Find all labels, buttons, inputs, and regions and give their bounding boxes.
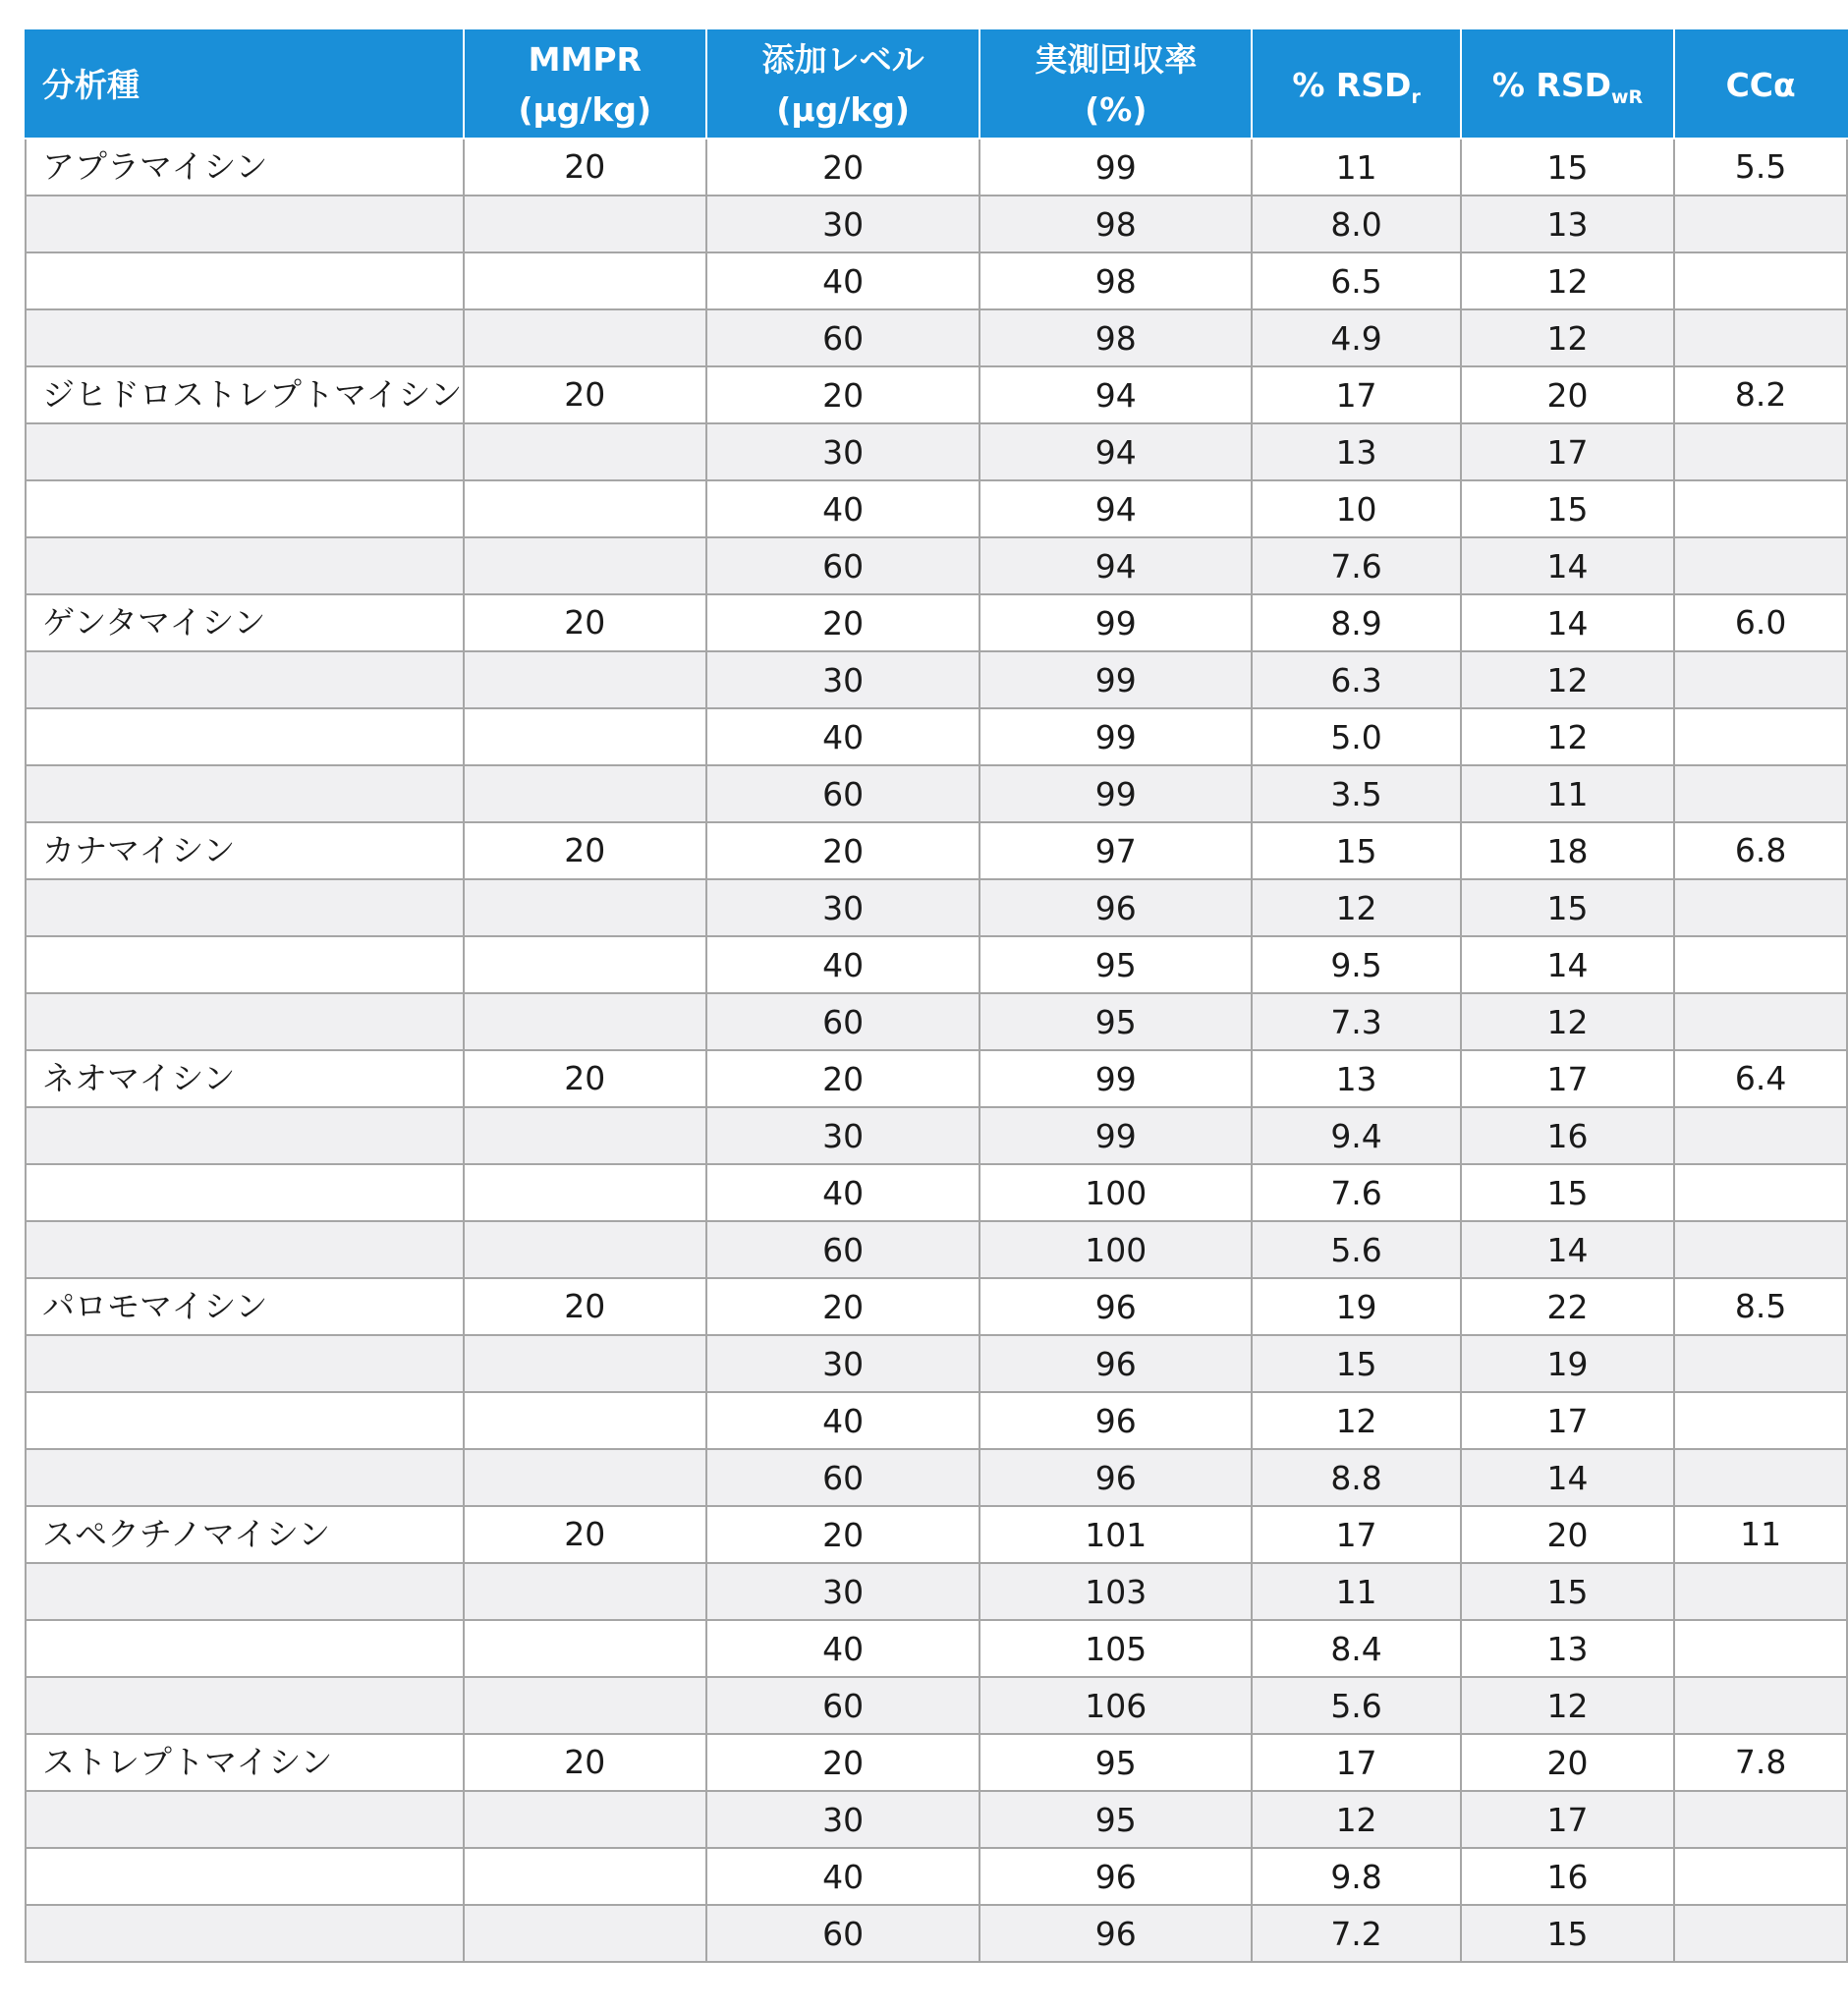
cell-mmpr	[464, 196, 707, 252]
cell-mmpr: 20	[464, 1734, 707, 1791]
cell-mmpr	[464, 651, 707, 708]
cell-rsd-r: 7.6	[1252, 537, 1460, 594]
cell-analyte	[26, 1335, 464, 1392]
cell-cca	[1674, 480, 1847, 537]
cell-mmpr	[464, 1563, 707, 1620]
cell-spike-level: 30	[706, 1335, 980, 1392]
cell-cca: 5.5	[1674, 139, 1847, 196]
cell-spike-level: 30	[706, 1563, 980, 1620]
cell-spike-level: 20	[706, 1734, 980, 1791]
cell-analyte: ゲンタマイシン	[26, 594, 464, 651]
cell-mmpr: 20	[464, 366, 707, 423]
cell-rsd-r: 6.3	[1252, 651, 1460, 708]
cell-rsd-r: 8.9	[1252, 594, 1460, 651]
cell-rsd-r: 4.9	[1252, 309, 1460, 366]
table-row	[26, 651, 1847, 708]
cell-spike-level: 40	[706, 1620, 980, 1677]
cell-rsd-wr: 15	[1461, 1905, 1675, 1962]
cell-analyte	[26, 936, 464, 993]
header-rsd-r: % $RSD_r$	[1252, 30, 1460, 139]
cell-analyte	[26, 1848, 464, 1905]
header-analyte: 分析種	[26, 30, 464, 139]
cell-recovery: 99	[980, 765, 1252, 822]
table-row	[26, 537, 1847, 594]
table-row	[26, 1905, 1847, 1962]
cell-mmpr	[464, 1164, 707, 1221]
cell-recovery: 99	[980, 708, 1252, 765]
table-row	[26, 822, 1847, 879]
cell-analyte: パロモマイシン	[26, 1278, 464, 1335]
table-row	[26, 1221, 1847, 1278]
table-row	[26, 366, 1847, 423]
table-row	[26, 765, 1847, 822]
cell-analyte	[26, 1677, 464, 1734]
cell-mmpr	[464, 252, 707, 309]
cell-rsd-r: 9.4	[1252, 1107, 1460, 1164]
cell-mmpr	[464, 879, 707, 936]
table-row	[26, 196, 1847, 252]
cell-cca	[1674, 1848, 1847, 1905]
cell-spike-level: 20	[706, 139, 980, 196]
cell-spike-level: 40	[706, 480, 980, 537]
cell-rsd-r: 19	[1252, 1278, 1460, 1335]
cell-recovery: 94	[980, 366, 1252, 423]
cell-spike-level: 60	[706, 1449, 980, 1506]
cell-recovery: 94	[980, 537, 1252, 594]
cell-recovery: 96	[980, 1335, 1252, 1392]
cell-mmpr: 20	[464, 1050, 707, 1107]
cell-analyte	[26, 309, 464, 366]
cell-analyte: ジヒドロストレプトマイシン	[26, 366, 464, 423]
cell-rsd-wr: 18	[1461, 822, 1675, 879]
cell-rsd-wr: 15	[1461, 1563, 1675, 1620]
cell-recovery: 95	[980, 1791, 1252, 1848]
cell-spike-level: 60	[706, 765, 980, 822]
cell-spike-level: 60	[706, 537, 980, 594]
cell-cca	[1674, 1620, 1847, 1677]
cell-mmpr	[464, 1620, 707, 1677]
cell-rsd-wr: 15	[1461, 139, 1675, 196]
cell-spike-level: 20	[706, 366, 980, 423]
cell-rsd-wr: 22	[1461, 1278, 1675, 1335]
cell-rsd-wr: 13	[1461, 196, 1675, 252]
table-row	[26, 1335, 1847, 1392]
cell-mmpr: 20	[464, 1278, 707, 1335]
cell-analyte	[26, 537, 464, 594]
cell-cca	[1674, 1107, 1847, 1164]
table-row	[26, 936, 1847, 993]
cell-recovery: 99	[980, 651, 1252, 708]
cell-rsd-r: 8.4	[1252, 1620, 1460, 1677]
cell-rsd-r: 5.6	[1252, 1221, 1460, 1278]
cell-rsd-r: 13	[1252, 423, 1460, 480]
cell-cca: 6.8	[1674, 822, 1847, 879]
cell-recovery: 101	[980, 1506, 1252, 1563]
recovery-table	[25, 29, 1848, 1963]
cell-spike-level: 20	[706, 822, 980, 879]
cell-rsd-wr: 12	[1461, 1677, 1675, 1734]
cell-spike-level: 30	[706, 423, 980, 480]
cell-cca	[1674, 1791, 1847, 1848]
cell-cca: 8.5	[1674, 1278, 1847, 1335]
cell-rsd-r: 5.0	[1252, 708, 1460, 765]
table-row	[26, 1734, 1847, 1791]
cell-analyte	[26, 1563, 464, 1620]
cell-analyte: アプラマイシン	[26, 139, 464, 196]
cell-cca	[1674, 1221, 1847, 1278]
cell-analyte	[26, 423, 464, 480]
table-row	[26, 708, 1847, 765]
cell-rsd-wr: 14	[1461, 537, 1675, 594]
cell-analyte	[26, 1392, 464, 1449]
cell-mmpr	[464, 1848, 707, 1905]
cell-rsd-wr: 12	[1461, 252, 1675, 309]
cell-analyte	[26, 196, 464, 252]
cell-cca	[1674, 1335, 1847, 1392]
cell-cca	[1674, 879, 1847, 936]
cell-rsd-wr: 12	[1461, 651, 1675, 708]
table-header	[26, 30, 1847, 139]
cell-cca	[1674, 1563, 1847, 1620]
cell-recovery: 96	[980, 1848, 1252, 1905]
cell-cca	[1674, 765, 1847, 822]
table-row	[26, 1392, 1847, 1449]
cell-analyte: スペクチノマイシン	[26, 1506, 464, 1563]
cell-mmpr	[464, 1335, 707, 1392]
cell-recovery: 97	[980, 822, 1252, 879]
cell-mmpr: 20	[464, 822, 707, 879]
cell-recovery: 95	[980, 936, 1252, 993]
cell-cca: 8.2	[1674, 366, 1847, 423]
cell-spike-level: 30	[706, 1107, 980, 1164]
cell-spike-level: 60	[706, 309, 980, 366]
cell-recovery: 96	[980, 1278, 1252, 1335]
cell-cca	[1674, 1905, 1847, 1962]
cell-cca	[1674, 708, 1847, 765]
cell-mmpr: 20	[464, 594, 707, 651]
cell-analyte	[26, 480, 464, 537]
cell-recovery: 106	[980, 1677, 1252, 1734]
cell-cca	[1674, 993, 1847, 1050]
cell-recovery: 105	[980, 1620, 1252, 1677]
table-body	[26, 139, 1847, 1962]
cell-mmpr	[464, 936, 707, 993]
table-row	[26, 1848, 1847, 1905]
table-row	[26, 139, 1847, 196]
cell-recovery: 98	[980, 196, 1252, 252]
cell-spike-level: 60	[706, 993, 980, 1050]
cell-spike-level: 30	[706, 1791, 980, 1848]
cell-mmpr	[464, 480, 707, 537]
cell-recovery: 95	[980, 1734, 1252, 1791]
cell-cca	[1674, 1392, 1847, 1449]
cell-recovery: 95	[980, 993, 1252, 1050]
cell-analyte	[26, 879, 464, 936]
cell-cca	[1674, 309, 1847, 366]
cell-analyte: ネオマイシン	[26, 1050, 464, 1107]
cell-rsd-r: 7.3	[1252, 993, 1460, 1050]
cell-rsd-r: 17	[1252, 1734, 1460, 1791]
table-row	[26, 1278, 1847, 1335]
cell-mmpr	[464, 423, 707, 480]
table-row	[26, 1449, 1847, 1506]
table-row	[26, 1677, 1847, 1734]
cell-analyte	[26, 1620, 464, 1677]
cell-cca	[1674, 423, 1847, 480]
table-row	[26, 1107, 1847, 1164]
cell-cca	[1674, 936, 1847, 993]
cell-analyte	[26, 708, 464, 765]
cell-rsd-r: 12	[1252, 1392, 1460, 1449]
cell-cca	[1674, 1164, 1847, 1221]
header-cca: CCα	[1674, 30, 1847, 139]
cell-analyte	[26, 1905, 464, 1962]
cell-analyte: カナマイシン	[26, 822, 464, 879]
cell-mmpr	[464, 537, 707, 594]
cell-rsd-wr: 16	[1461, 1848, 1675, 1905]
table-row	[26, 993, 1847, 1050]
cell-recovery: 98	[980, 309, 1252, 366]
cell-mmpr	[464, 309, 707, 366]
cell-cca: 11	[1674, 1506, 1847, 1563]
cell-cca	[1674, 537, 1847, 594]
cell-rsd-wr: 15	[1461, 1164, 1675, 1221]
cell-cca	[1674, 252, 1847, 309]
cell-rsd-wr: 12	[1461, 993, 1675, 1050]
cell-mmpr	[464, 1791, 707, 1848]
cell-rsd-r: 10	[1252, 480, 1460, 537]
cell-analyte	[26, 1107, 464, 1164]
cell-rsd-r: 3.5	[1252, 765, 1460, 822]
cell-mmpr	[464, 1107, 707, 1164]
cell-spike-level: 60	[706, 1221, 980, 1278]
cell-recovery: 96	[980, 1905, 1252, 1962]
cell-recovery: 94	[980, 480, 1252, 537]
cell-rsd-wr: 13	[1461, 1620, 1675, 1677]
cell-spike-level: 40	[706, 708, 980, 765]
cell-analyte	[26, 1449, 464, 1506]
cell-recovery: 99	[980, 1050, 1252, 1107]
cell-analyte	[26, 1164, 464, 1221]
cell-rsd-r: 15	[1252, 822, 1460, 879]
cell-spike-level: 40	[706, 1848, 980, 1905]
cell-spike-level: 30	[706, 651, 980, 708]
table-row	[26, 594, 1847, 651]
cell-cca: 6.4	[1674, 1050, 1847, 1107]
cell-rsd-r: 17	[1252, 1506, 1460, 1563]
cell-rsd-wr: 17	[1461, 1392, 1675, 1449]
cell-analyte: ストレプトマイシン	[26, 1734, 464, 1791]
cell-spike-level: 40	[706, 1164, 980, 1221]
cell-rsd-wr: 17	[1461, 1791, 1675, 1848]
cell-spike-level: 60	[706, 1677, 980, 1734]
cell-cca	[1674, 651, 1847, 708]
cell-rsd-wr: 12	[1461, 309, 1675, 366]
cell-spike-level: 60	[706, 1905, 980, 1962]
cell-mmpr	[464, 1905, 707, 1962]
cell-spike-level: 30	[706, 196, 980, 252]
cell-recovery: 99	[980, 1107, 1252, 1164]
cell-recovery: 94	[980, 423, 1252, 480]
cell-analyte	[26, 651, 464, 708]
cell-rsd-wr: 14	[1461, 1221, 1675, 1278]
cell-rsd-r: 17	[1252, 366, 1460, 423]
table-row	[26, 1791, 1847, 1848]
cell-mmpr: 20	[464, 139, 707, 196]
cell-analyte	[26, 993, 464, 1050]
cell-cca	[1674, 196, 1847, 252]
cell-mmpr	[464, 765, 707, 822]
cell-rsd-wr: 20	[1461, 1506, 1675, 1563]
cell-spike-level: 20	[706, 1278, 980, 1335]
cell-cca: 6.0	[1674, 594, 1847, 651]
cell-rsd-r: 6.5	[1252, 252, 1460, 309]
cell-rsd-wr: 15	[1461, 480, 1675, 537]
cell-rsd-r: 8.8	[1252, 1449, 1460, 1506]
cell-mmpr	[464, 1392, 707, 1449]
cell-analyte	[26, 1221, 464, 1278]
cell-analyte	[26, 1791, 464, 1848]
header-mmpr: MMPR (µg/kg)	[464, 30, 707, 139]
cell-rsd-wr: 14	[1461, 936, 1675, 993]
cell-rsd-wr: 15	[1461, 879, 1675, 936]
table-row	[26, 1620, 1847, 1677]
header-row	[26, 30, 1847, 139]
cell-rsd-r: 11	[1252, 139, 1460, 196]
cell-rsd-wr: 11	[1461, 765, 1675, 822]
cell-rsd-r: 11	[1252, 1563, 1460, 1620]
cell-spike-level: 40	[706, 252, 980, 309]
cell-rsd-wr: 14	[1461, 1449, 1675, 1506]
cell-rsd-r: 9.5	[1252, 936, 1460, 993]
cell-rsd-r: 8.0	[1252, 196, 1460, 252]
cell-spike-level: 30	[706, 879, 980, 936]
table-row	[26, 879, 1847, 936]
cell-rsd-r: 7.2	[1252, 1905, 1460, 1962]
cell-recovery: 96	[980, 1392, 1252, 1449]
table-row	[26, 1563, 1847, 1620]
cell-rsd-wr: 19	[1461, 1335, 1675, 1392]
cell-rsd-wr: 20	[1461, 366, 1675, 423]
table-row	[26, 423, 1847, 480]
cell-spike-level: 20	[706, 1050, 980, 1107]
cell-spike-level: 40	[706, 936, 980, 993]
cell-cca	[1674, 1677, 1847, 1734]
table-row	[26, 309, 1847, 366]
cell-recovery: 100	[980, 1164, 1252, 1221]
cell-rsd-r: 12	[1252, 879, 1460, 936]
cell-spike-level: 40	[706, 1392, 980, 1449]
cell-mmpr	[464, 708, 707, 765]
cell-cca	[1674, 1449, 1847, 1506]
cell-recovery: 103	[980, 1563, 1252, 1620]
cell-mmpr	[464, 1449, 707, 1506]
cell-rsd-r: 5.6	[1252, 1677, 1460, 1734]
cell-spike-level: 20	[706, 1506, 980, 1563]
cell-rsd-r: 12	[1252, 1791, 1460, 1848]
table-row	[26, 1164, 1847, 1221]
cell-recovery: 96	[980, 1449, 1252, 1506]
cell-rsd-wr: 16	[1461, 1107, 1675, 1164]
cell-rsd-r: 7.6	[1252, 1164, 1460, 1221]
cell-rsd-wr: 14	[1461, 594, 1675, 651]
cell-analyte	[26, 252, 464, 309]
cell-recovery: 98	[980, 252, 1252, 309]
cell-rsd-wr: 20	[1461, 1734, 1675, 1791]
cell-rsd-wr: 17	[1461, 423, 1675, 480]
cell-mmpr	[464, 1677, 707, 1734]
header-spike-level: 添加レベル (µg/kg)	[706, 30, 980, 139]
cell-recovery: 99	[980, 139, 1252, 196]
cell-rsd-wr: 12	[1461, 708, 1675, 765]
cell-mmpr	[464, 1221, 707, 1278]
cell-recovery: 100	[980, 1221, 1252, 1278]
table-row	[26, 252, 1847, 309]
cell-cca: 7.8	[1674, 1734, 1847, 1791]
cell-rsd-r: 15	[1252, 1335, 1460, 1392]
header-rsd-wr: % $RSD_{wR}$	[1461, 30, 1675, 139]
cell-analyte	[26, 765, 464, 822]
table-row	[26, 1506, 1847, 1563]
table-row	[26, 480, 1847, 537]
header-recovery: 実測回収率 (%)	[980, 30, 1252, 139]
cell-spike-level: 20	[706, 594, 980, 651]
cell-rsd-wr: 17	[1461, 1050, 1675, 1107]
cell-rsd-r: 13	[1252, 1050, 1460, 1107]
cell-recovery: 96	[980, 879, 1252, 936]
table-row	[26, 1050, 1847, 1107]
cell-recovery: 99	[980, 594, 1252, 651]
cell-mmpr: 20	[464, 1506, 707, 1563]
cell-rsd-r: 9.8	[1252, 1848, 1460, 1905]
cell-mmpr	[464, 993, 707, 1050]
